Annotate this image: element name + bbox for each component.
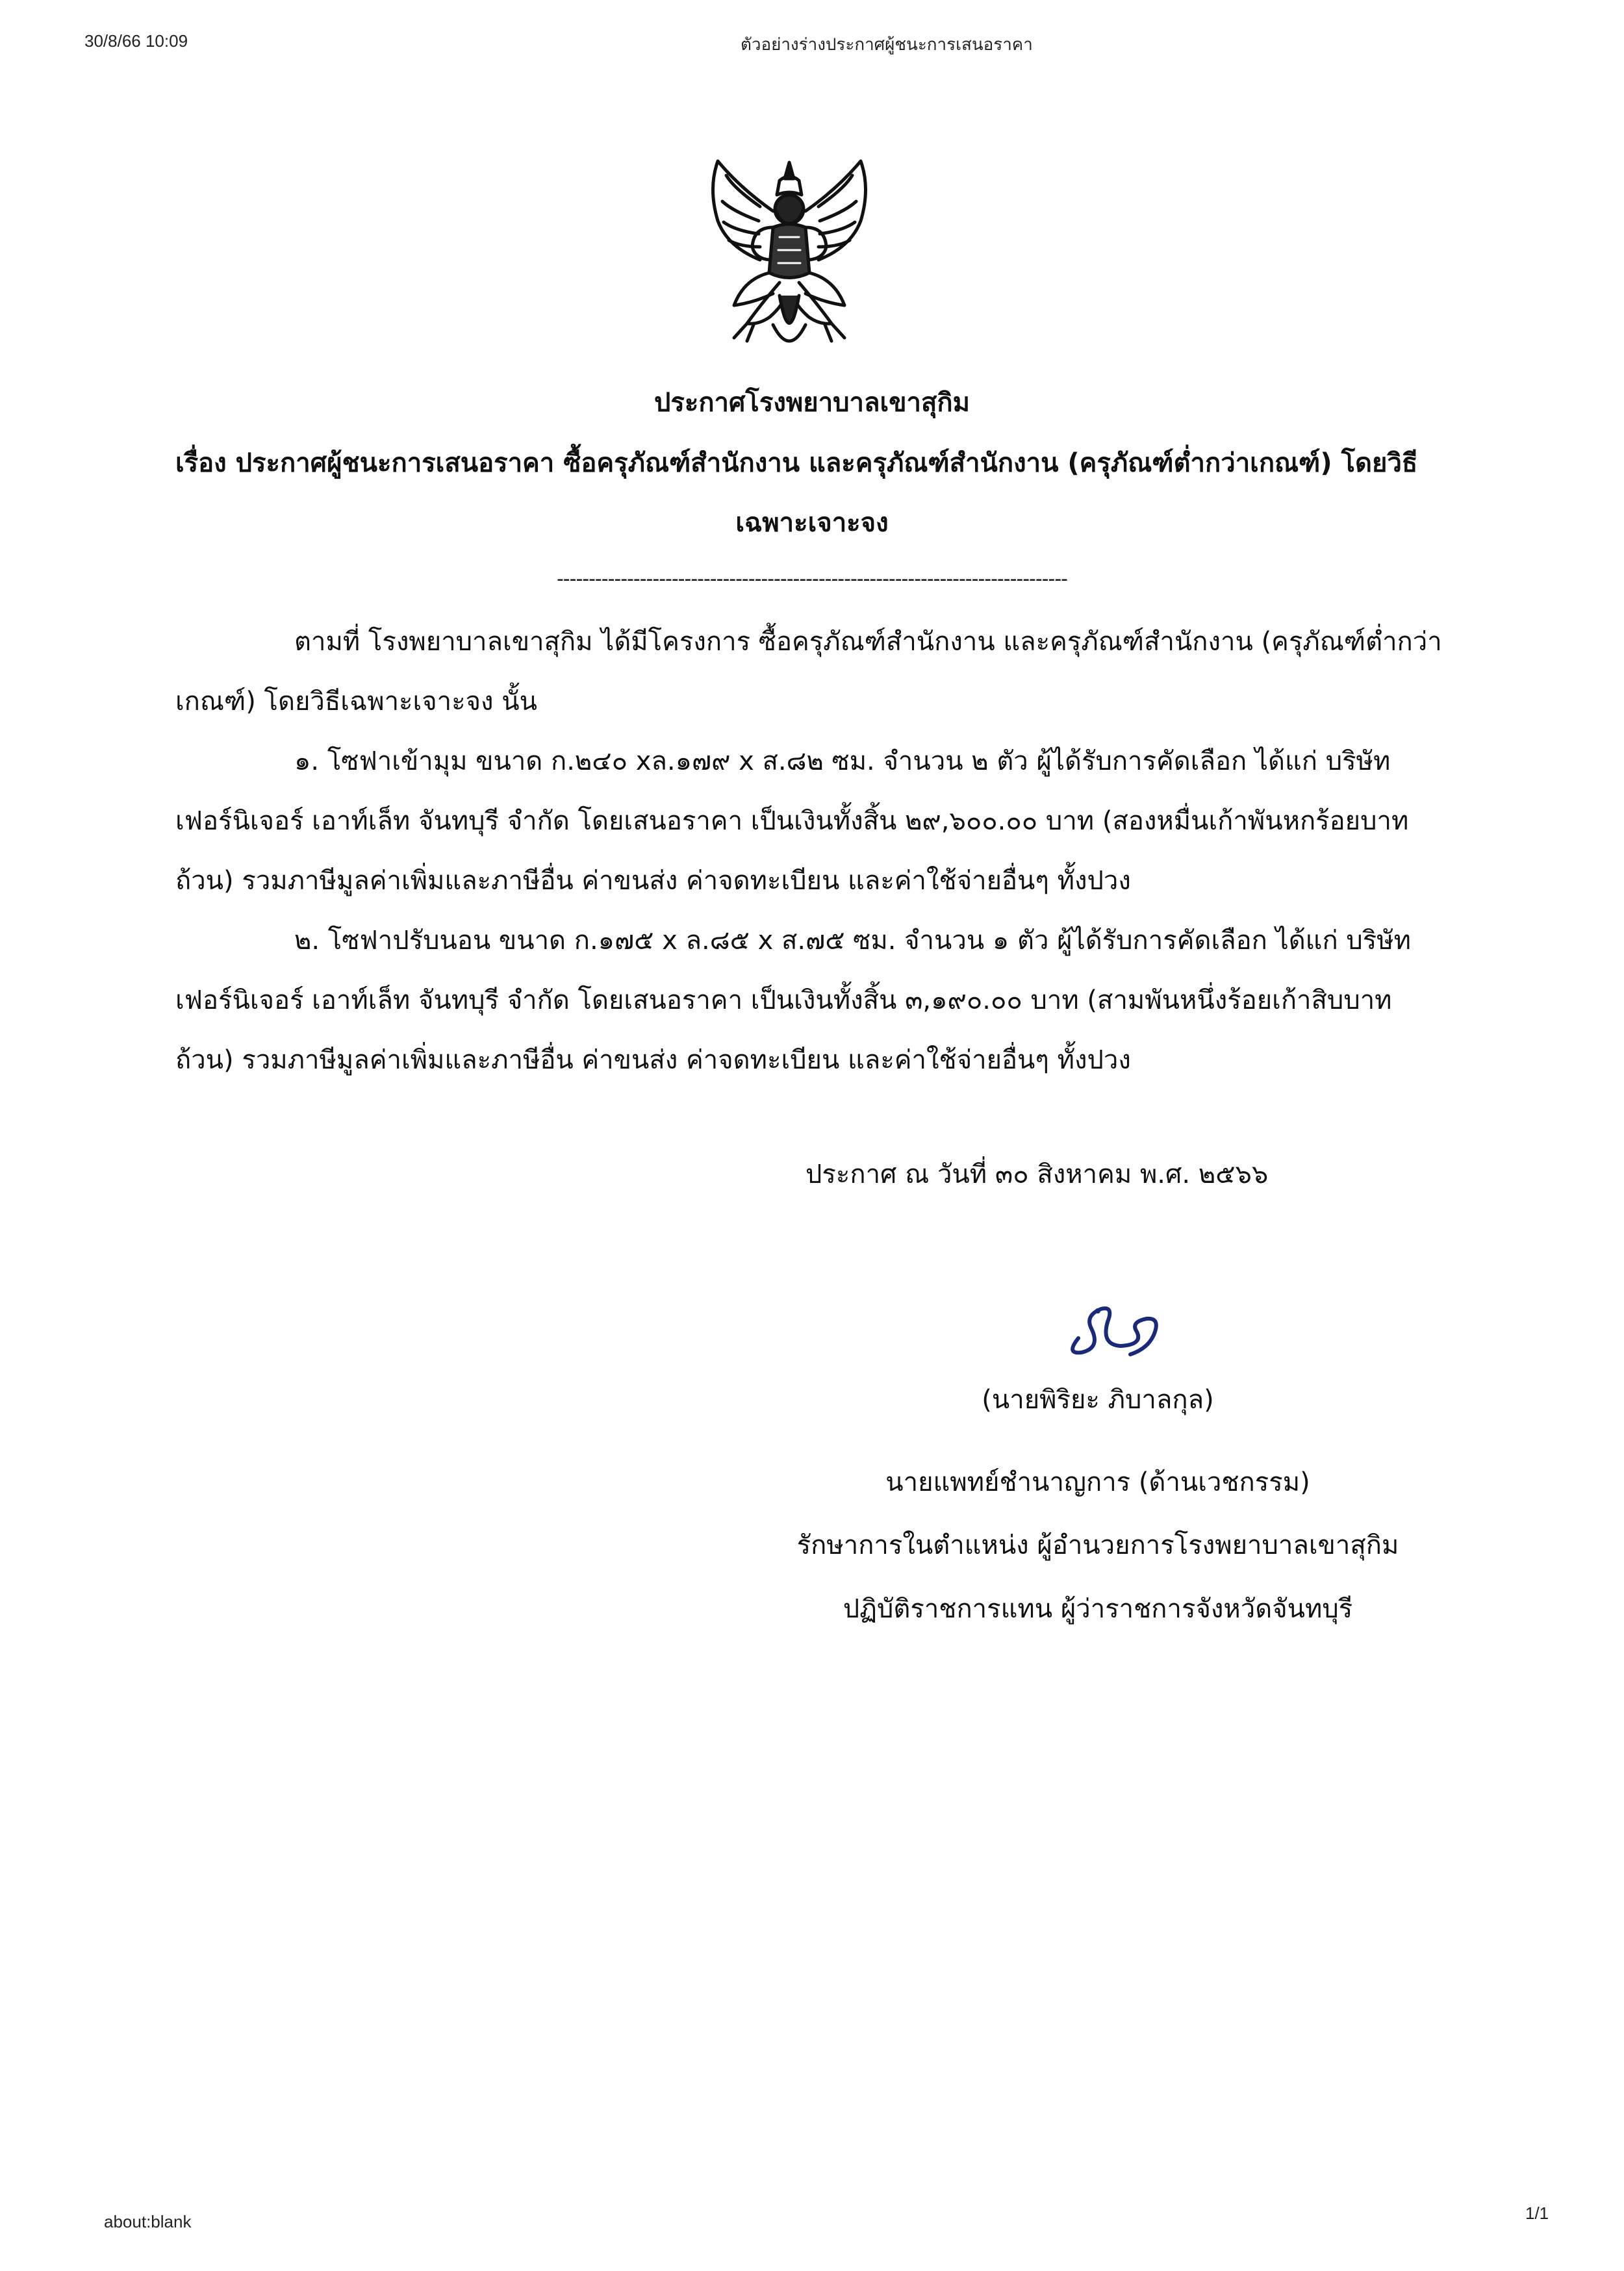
signatory-name: (นายพิริยะ ภิบาลกุล) — [982, 1385, 1214, 1415]
item-1-line-3: ถ้วน) รวมภาษีมูลค่าเพิ่มและภาษีอื่น ค่าขนส่ง ค่าจดทะเบียน และค่าใช้จ่ายอื่นๆ ทั้งปวง — [175, 866, 1131, 896]
signatory-acting-role: รักษาการในตำแหน่ง ผู้อำนวยการโรงพยาบาลเขาสุกิม — [796, 1530, 1399, 1560]
announcement-date: ประกาศ ณ วันที่ ๓๐ สิงหาคม พ.ศ. ๒๕๖๖ — [806, 1160, 1269, 1189]
item-2-line-3: ถ้วน) รวมภาษีมูลค่าเพิ่มและภาษีอื่น ค่าขนส่ง ค่าจดทะเบียน และค่าใช้จ่ายอื่นๆ ทั้งปวง — [175, 1045, 1131, 1075]
handwritten-signature — [1052, 1293, 1169, 1364]
print-url: about:blank — [104, 2212, 192, 2231]
signatory-position: นายแพทย์ชำนาญการ (ด้านเวชกรรม) — [885, 1467, 1310, 1497]
item-2-line-1: ๒. โซฟาปรับนอน ขนาด ก.๑๗๕ x ล.๘๕ x ส.๗๕ ซม. จำนวน ๑ ตัว ผู้ได้รับการคัดเลือก ได้แก่ บริษัท — [294, 926, 1412, 956]
separator-line: -------------------------------------------------------------------------------- — [556, 568, 1067, 590]
item-1-line-1: ๑. โซฟาเข้ามุม ขนาด ก.๒๔๐ xล.๑๗๙ x ส.๘๒ ซม. จำนวน ๒ ตัว ผู้ได้รับการคัดเลือก ได้แก่ บริษัท — [294, 746, 1391, 776]
subject-line-2: เฉพาะเจาะจง — [735, 508, 889, 538]
announcement-heading: ประกาศโรงพยาบาลเขาสุกิม — [653, 388, 971, 418]
intro-line-1: ตามที่ โรงพยาบาลเขาสุกิม ได้มีโครงการ ซื้อครุภัณฑ์สำนักงาน และครุภัณฑ์สำนักงาน (ครุภัณฑ์ต่ำกว่า — [294, 627, 1442, 657]
signatory-on-behalf: ปฏิบัติราชการแทน ผู้ว่าราชการจังหวัดจันทบุรี — [843, 1594, 1353, 1624]
item-1-line-2: เฟอร์นิเจอร์ เอาท์เล็ท จันทบุรี จำกัด โดยเสนอราคา เป็นเงินทั้งสิ้น ๒๙,๖๐๐.๐๐ บาท (สองหมื่นเก้าพันหกร้อยบาท — [175, 806, 1409, 836]
item-2-line-2: เฟอร์นิเจอร์ เอาท์เล็ท จันทบุรี จำกัด โดยเสนอราคา เป็นเงินทั้งสิ้น ๓,๑๙๐.๐๐ บาท (สามพันหนึ่งร้อยเก้าสิบบาท — [175, 985, 1392, 1015]
print-page-number: 1/1 — [1525, 2203, 1549, 2223]
intro-line-2: เกณฑ์) โดยวิธีเฉพาะเจาะจง นั้น — [175, 687, 537, 717]
garuda-emblem-icon — [682, 149, 896, 364]
print-datetime: 30/8/66 10:09 — [84, 31, 188, 51]
print-page-title: ตัวอย่างร่างประกาศผู้ชนะการเสนอราคา — [741, 34, 1033, 54]
subject-line-1: เรื่อง ประกาศผู้ชนะการเสนอราคา ซื้อครุภัณฑ์สำนักงาน และครุภัณฑ์สำนักงาน (ครุภัณฑ์ต่ำกว่าเกณฑ์) โดยวิธี — [175, 448, 1418, 478]
